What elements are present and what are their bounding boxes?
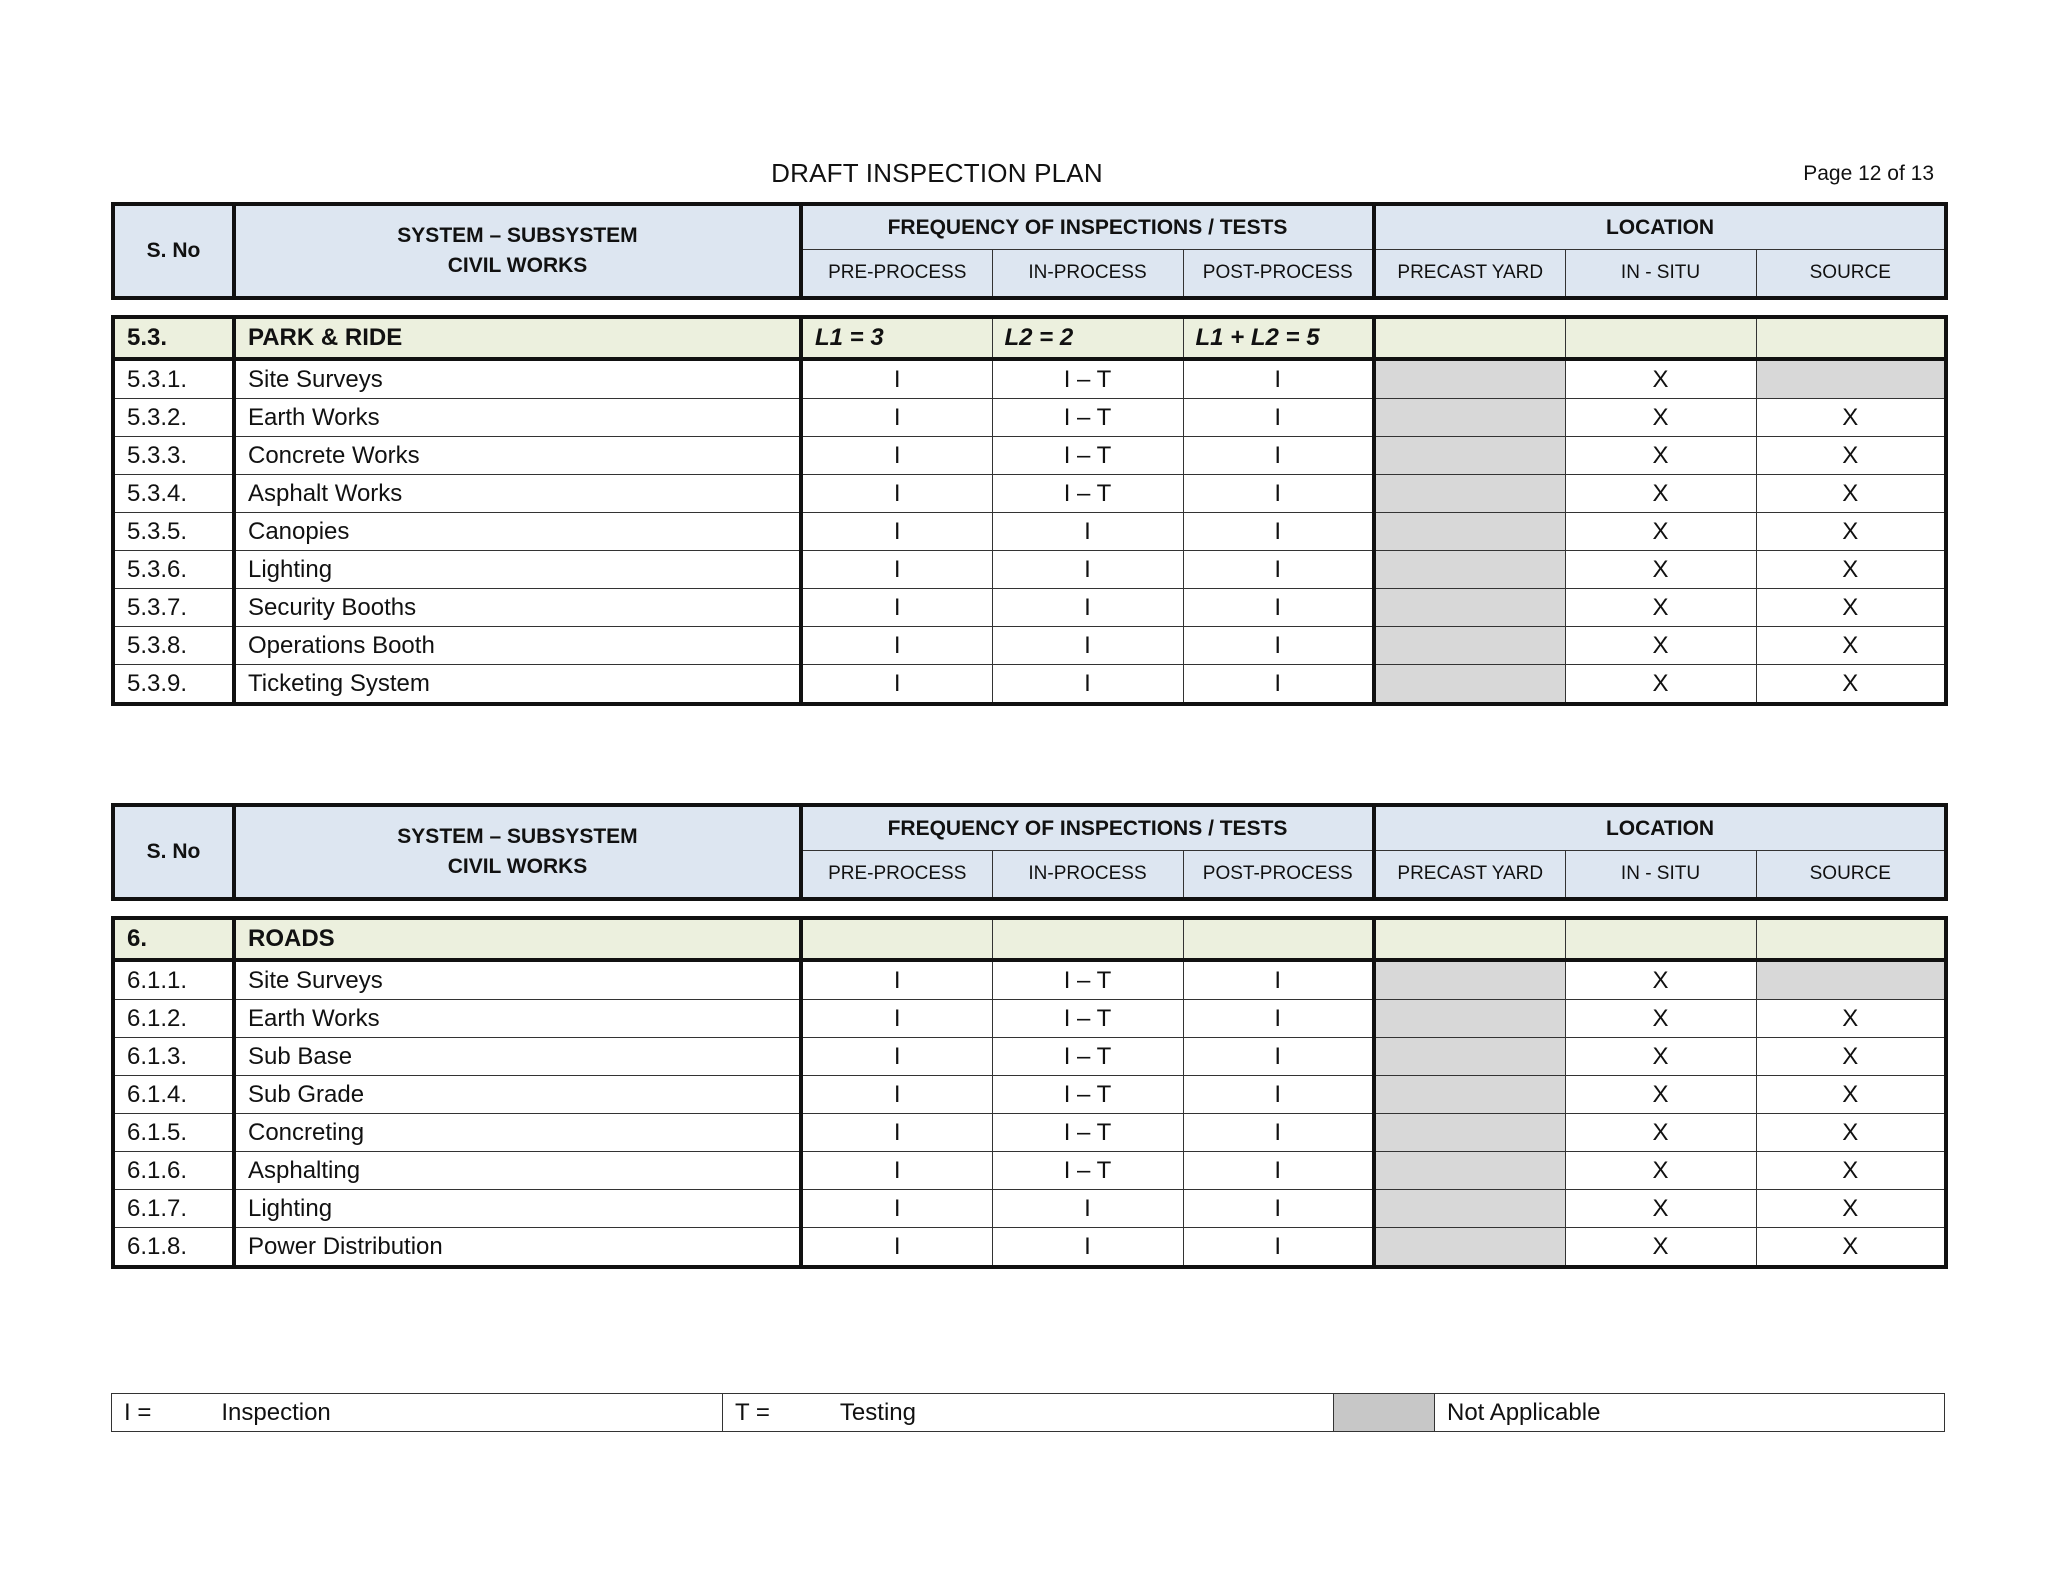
precast-yard-cell bbox=[1374, 399, 1565, 437]
table-row bbox=[113, 1190, 1946, 1228]
in-process-cell: I bbox=[992, 551, 1183, 589]
section-source-cell bbox=[1756, 317, 1946, 359]
row-number: 5.3.7. bbox=[113, 589, 234, 627]
in-process-cell: I – T bbox=[992, 359, 1183, 399]
section-precast-cell bbox=[1374, 317, 1565, 359]
source-cell: X bbox=[1756, 1228, 1946, 1268]
legend-t-value: Testing bbox=[839, 1398, 916, 1426]
table-row bbox=[113, 513, 1946, 551]
precast-yard-cell bbox=[1374, 627, 1565, 665]
section-post-cell bbox=[1183, 918, 1374, 960]
row-number: 5.3.3. bbox=[113, 437, 234, 475]
row-number: 6.1.6. bbox=[113, 1152, 234, 1190]
legend-testing bbox=[723, 1394, 1334, 1432]
in-process-cell: I bbox=[992, 589, 1183, 627]
legend-i-value: Inspection bbox=[221, 1398, 331, 1426]
in-process-cell: I – T bbox=[992, 960, 1183, 1000]
in-process-header: IN-PROCESS bbox=[992, 250, 1183, 299]
in-situ-cell: X bbox=[1565, 1038, 1756, 1076]
precast-yard-cell bbox=[1374, 1228, 1565, 1268]
post-process-cell: I bbox=[1183, 1190, 1374, 1228]
precast-yard-cell bbox=[1374, 665, 1565, 705]
section-insitu-cell bbox=[1565, 317, 1756, 359]
table-row bbox=[113, 589, 1946, 627]
row-name: Asphalt Works bbox=[234, 475, 801, 513]
row-name: Concrete Works bbox=[234, 437, 801, 475]
system-header bbox=[234, 805, 801, 899]
legend-na-value: Not Applicable bbox=[1447, 1398, 1601, 1426]
in-situ-cell: X bbox=[1565, 1190, 1756, 1228]
page-number: Page 12 of 13 bbox=[1803, 162, 1934, 185]
legend-t-key: T = bbox=[735, 1398, 770, 1426]
in-situ-cell: X bbox=[1565, 627, 1756, 665]
row-name: Sub Base bbox=[234, 1038, 801, 1076]
precast-yard-cell bbox=[1374, 513, 1565, 551]
table-row bbox=[113, 960, 1946, 1000]
row-number: 5.3.1. bbox=[113, 359, 234, 399]
pre-process-cell: I bbox=[801, 359, 992, 399]
table-row bbox=[113, 475, 1946, 513]
in-situ-cell: X bbox=[1565, 1076, 1756, 1114]
post-process-header: POST-PROCESS bbox=[1183, 250, 1374, 299]
in-process-cell: I bbox=[992, 665, 1183, 705]
pre-process-cell: I bbox=[801, 513, 992, 551]
pre-process-cell: I bbox=[801, 1190, 992, 1228]
in-process-cell: I bbox=[992, 513, 1183, 551]
post-process-cell: I bbox=[1183, 627, 1374, 665]
source-cell: X bbox=[1756, 399, 1946, 437]
precast-yard-header: PRECAST YARD bbox=[1374, 250, 1565, 299]
post-process-cell: I bbox=[1183, 513, 1374, 551]
source-cell bbox=[1756, 359, 1946, 399]
pre-process-cell: I bbox=[801, 475, 992, 513]
precast-yard-cell bbox=[1374, 1000, 1565, 1038]
pre-process-cell: I bbox=[801, 1228, 992, 1268]
in-process-cell: I – T bbox=[992, 437, 1183, 475]
post-process-cell: I bbox=[1183, 1076, 1374, 1114]
source-cell: X bbox=[1756, 551, 1946, 589]
source-cell: X bbox=[1756, 437, 1946, 475]
row-name: Site Surveys bbox=[234, 960, 801, 1000]
post-process-cell: I bbox=[1183, 359, 1374, 399]
table-row bbox=[113, 1076, 1946, 1114]
pre-process-cell: I bbox=[801, 589, 992, 627]
row-name: Canopies bbox=[234, 513, 801, 551]
in-situ-cell: X bbox=[1565, 665, 1756, 705]
section-pre-cell bbox=[801, 918, 992, 960]
post-process-header: POST-PROCESS bbox=[1183, 851, 1374, 900]
header-table-1 bbox=[111, 202, 1948, 300]
precast-yard-cell bbox=[1374, 1190, 1565, 1228]
source-header: SOURCE bbox=[1756, 250, 1946, 299]
location-header: LOCATION bbox=[1374, 805, 1946, 851]
precast-yard-cell bbox=[1374, 1076, 1565, 1114]
in-situ-cell: X bbox=[1565, 1000, 1756, 1038]
in-situ-cell: X bbox=[1565, 399, 1756, 437]
in-process-cell: I – T bbox=[992, 1038, 1183, 1076]
post-process-cell: I bbox=[1183, 665, 1374, 705]
row-number: 6.1.4. bbox=[113, 1076, 234, 1114]
row-name: Operations Booth bbox=[234, 627, 801, 665]
system-header-line2: CIVIL WORKS bbox=[447, 855, 588, 878]
in-process-header: IN-PROCESS bbox=[992, 851, 1183, 900]
post-process-cell: I bbox=[1183, 1000, 1374, 1038]
post-process-cell: I bbox=[1183, 551, 1374, 589]
section-source-cell bbox=[1756, 918, 1946, 960]
pre-process-cell: I bbox=[801, 665, 992, 705]
precast-yard-cell bbox=[1374, 960, 1565, 1000]
in-situ-cell: X bbox=[1565, 1152, 1756, 1190]
source-cell: X bbox=[1756, 1152, 1946, 1190]
post-process-cell: I bbox=[1183, 475, 1374, 513]
row-number: 6.1.8. bbox=[113, 1228, 234, 1268]
post-process-cell: I bbox=[1183, 589, 1374, 627]
section-name: ROADS bbox=[234, 918, 801, 960]
in-process-cell: I – T bbox=[992, 399, 1183, 437]
in-situ-cell: X bbox=[1565, 551, 1756, 589]
table-row bbox=[113, 359, 1946, 399]
in-situ-cell: X bbox=[1565, 359, 1756, 399]
precast-yard-header: PRECAST YARD bbox=[1374, 851, 1565, 900]
system-header-line1: SYSTEM – SUBSYSTEM bbox=[397, 224, 638, 247]
pre-process-cell: I bbox=[801, 1038, 992, 1076]
park-ride-table bbox=[111, 315, 1948, 706]
precast-yard-cell bbox=[1374, 359, 1565, 399]
l2-value: L2 = 2 bbox=[992, 317, 1183, 359]
in-situ-cell: X bbox=[1565, 513, 1756, 551]
source-cell: X bbox=[1756, 589, 1946, 627]
table-row bbox=[113, 551, 1946, 589]
legend-inspection bbox=[112, 1394, 723, 1432]
table-row bbox=[113, 1228, 1946, 1268]
header-table-2 bbox=[111, 803, 1948, 901]
in-situ-cell: X bbox=[1565, 475, 1756, 513]
source-cell: X bbox=[1756, 1000, 1946, 1038]
table-row bbox=[113, 1152, 1946, 1190]
table-row bbox=[113, 1114, 1946, 1152]
source-cell: X bbox=[1756, 1190, 1946, 1228]
row-number: 6.1.7. bbox=[113, 1190, 234, 1228]
row-number: 5.3.4. bbox=[113, 475, 234, 513]
sno-header: S. No bbox=[113, 204, 234, 298]
section-insitu-cell bbox=[1565, 918, 1756, 960]
pre-process-cell: I bbox=[801, 627, 992, 665]
legend-not-applicable bbox=[1435, 1394, 1945, 1432]
section-precast-cell bbox=[1374, 918, 1565, 960]
section-row bbox=[113, 317, 1946, 359]
section-row bbox=[113, 918, 1946, 960]
precast-yard-cell bbox=[1374, 551, 1565, 589]
row-name: Power Distribution bbox=[234, 1228, 801, 1268]
row-number: 6.1.5. bbox=[113, 1114, 234, 1152]
legend-i-key: I = bbox=[124, 1398, 152, 1426]
source-cell bbox=[1756, 960, 1946, 1000]
row-name: Earth Works bbox=[234, 399, 801, 437]
in-situ-cell: X bbox=[1565, 1114, 1756, 1152]
section-number: 5.3. bbox=[113, 317, 234, 359]
source-header: SOURCE bbox=[1756, 851, 1946, 900]
row-name: Sub Grade bbox=[234, 1076, 801, 1114]
in-process-cell: I – T bbox=[992, 1152, 1183, 1190]
sno-header: S. No bbox=[113, 805, 234, 899]
row-number: 5.3.2. bbox=[113, 399, 234, 437]
source-cell: X bbox=[1756, 1076, 1946, 1114]
pre-process-cell: I bbox=[801, 437, 992, 475]
section-in-cell bbox=[992, 918, 1183, 960]
row-name: Security Booths bbox=[234, 589, 801, 627]
row-number: 5.3.6. bbox=[113, 551, 234, 589]
in-situ-header: IN - SITU bbox=[1565, 851, 1756, 900]
pre-process-cell: I bbox=[801, 1000, 992, 1038]
in-process-cell: I bbox=[992, 1228, 1183, 1268]
system-header bbox=[234, 204, 801, 298]
precast-yard-cell bbox=[1374, 1152, 1565, 1190]
pre-process-header: PRE-PROCESS bbox=[801, 851, 992, 900]
row-name: Asphalting bbox=[234, 1152, 801, 1190]
row-name: Lighting bbox=[234, 551, 801, 589]
source-cell: X bbox=[1756, 1114, 1946, 1152]
source-cell: X bbox=[1756, 1038, 1946, 1076]
row-number: 6.1.3. bbox=[113, 1038, 234, 1076]
table-row bbox=[113, 399, 1946, 437]
source-cell: X bbox=[1756, 475, 1946, 513]
source-cell: X bbox=[1756, 665, 1946, 705]
table-row bbox=[113, 437, 1946, 475]
pre-process-cell: I bbox=[801, 551, 992, 589]
in-situ-header: IN - SITU bbox=[1565, 250, 1756, 299]
in-situ-cell: X bbox=[1565, 1228, 1756, 1268]
frequency-header: FREQUENCY OF INSPECTIONS / TESTS bbox=[801, 204, 1374, 250]
post-process-cell: I bbox=[1183, 437, 1374, 475]
row-number: 6.1.2. bbox=[113, 1000, 234, 1038]
post-process-cell: I bbox=[1183, 1038, 1374, 1076]
table-row bbox=[113, 627, 1946, 665]
post-process-cell: I bbox=[1183, 1228, 1374, 1268]
post-process-cell: I bbox=[1183, 1152, 1374, 1190]
row-name: Concreting bbox=[234, 1114, 801, 1152]
system-header-line2: CIVIL WORKS bbox=[447, 254, 588, 277]
row-name: Lighting bbox=[234, 1190, 801, 1228]
pre-process-cell: I bbox=[801, 399, 992, 437]
pre-process-header: PRE-PROCESS bbox=[801, 250, 992, 299]
roads-table bbox=[111, 916, 1948, 1269]
row-number: 5.3.8. bbox=[113, 627, 234, 665]
precast-yard-cell bbox=[1374, 437, 1565, 475]
pre-process-cell: I bbox=[801, 960, 992, 1000]
row-name: Earth Works bbox=[234, 1000, 801, 1038]
post-process-cell: I bbox=[1183, 960, 1374, 1000]
source-cell: X bbox=[1756, 627, 1946, 665]
precast-yard-cell bbox=[1374, 1038, 1565, 1076]
row-name: Site Surveys bbox=[234, 359, 801, 399]
precast-yard-cell bbox=[1374, 1114, 1565, 1152]
in-process-cell: I – T bbox=[992, 1076, 1183, 1114]
system-header-line1: SYSTEM – SUBSYSTEM bbox=[397, 825, 638, 848]
in-process-cell: I bbox=[992, 1190, 1183, 1228]
row-number: 5.3.5. bbox=[113, 513, 234, 551]
pre-process-cell: I bbox=[801, 1114, 992, 1152]
row-number: 6.1.1. bbox=[113, 960, 234, 1000]
section-number: 6. bbox=[113, 918, 234, 960]
pre-process-cell: I bbox=[801, 1076, 992, 1114]
in-process-cell: I – T bbox=[992, 1114, 1183, 1152]
post-process-cell: I bbox=[1183, 399, 1374, 437]
row-name: Ticketing System bbox=[234, 665, 801, 705]
precast-yard-cell bbox=[1374, 589, 1565, 627]
in-process-cell: I – T bbox=[992, 1000, 1183, 1038]
table-row bbox=[113, 1000, 1946, 1038]
frequency-header: FREQUENCY OF INSPECTIONS / TESTS bbox=[801, 805, 1374, 851]
legend bbox=[111, 1393, 1945, 1432]
table-row bbox=[113, 665, 1946, 705]
post-process-cell: I bbox=[1183, 1114, 1374, 1152]
pre-process-cell: I bbox=[801, 1152, 992, 1190]
in-process-cell: I – T bbox=[992, 475, 1183, 513]
section-name: PARK & RIDE bbox=[234, 317, 801, 359]
in-process-cell: I bbox=[992, 627, 1183, 665]
l-total-value: L1 + L2 = 5 bbox=[1183, 317, 1374, 359]
l1-value: L1 = 3 bbox=[801, 317, 992, 359]
row-number: 5.3.9. bbox=[113, 665, 234, 705]
source-cell: X bbox=[1756, 513, 1946, 551]
in-situ-cell: X bbox=[1565, 437, 1756, 475]
table-row bbox=[113, 1038, 1946, 1076]
page-title: DRAFT INSPECTION PLAN bbox=[771, 158, 1103, 188]
location-header: LOCATION bbox=[1374, 204, 1946, 250]
precast-yard-cell bbox=[1374, 475, 1565, 513]
in-situ-cell: X bbox=[1565, 960, 1756, 1000]
in-situ-cell: X bbox=[1565, 589, 1756, 627]
not-applicable-swatch bbox=[1334, 1394, 1435, 1432]
